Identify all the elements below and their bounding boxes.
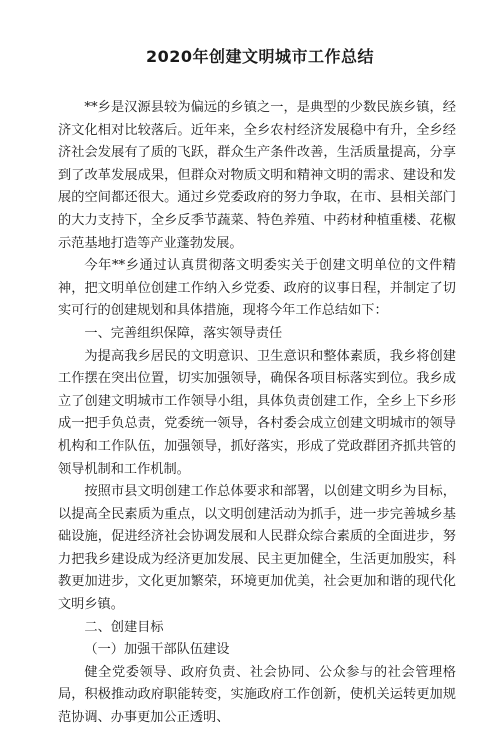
paragraph-intro: **乡是汉源县较为偏远的乡镇之一，是典型的少数民族乡镇，经济文化相对比较落后。近年来，全乡农村经济发展稳中有升，全乡经济社会发展有了质的飞跃，群众生产条件改善，生活质量提高，分享到了改革发展成果，但群众对物质文明和精神文明的需求、建设和发展的空间都还很大。通过乡党委政府的努力争取，在市、县相关部门的大力支持下，全乡反季节蔬菜、特色养殖、中药材种植重楼、花椒示范基地打造等产业蓬勃发展。: [58, 100, 456, 251]
section-heading-1: 一、完善组织保障，落实领导责任: [84, 325, 283, 341]
paragraph-deployment: 按照市县文明创建工作总体要求和部署，以创建文明乡为目标，以提高全民素质为重点，以文明创建活动为抓手，进一步完善城乡基础设施，促进经济社会协调发展和人民群众综合素质的全面进步，努力把我乡建设成为经济更加发展、民主更加健全，生活更加殷实，科教更加进步，文化更加繁荣，环境更加优美，社会更加和谐的现代化文明乡镇。: [58, 484, 456, 613]
paragraph-organization: 为提高我乡居民的文明意识、卫生意识和整体素质，我乡将创建工作摆在突出位置，切实加强领导，确保各项目标落实到位。我乡成立了创建文明城市工作领导小组，具体负责创建工作，全乡上下乡形成一把手负总责，党委统一领导，各村委会成立创建文明城市的领导机构和工作队伍，加强领导，抓好落实，形成了党政群团齐抓共管的领导机制和工作机制。: [58, 348, 456, 477]
section-heading-2: 二、创建目标: [84, 619, 164, 635]
document-title: 2020年创建文明城市工作总结: [145, 47, 375, 66]
paragraph-summary-lead: 今年**乡通过认真贯彻落文明委实关于创建文明单位的文件精神，把文明单位创建工作纳入乡党委、政府的议事日程，并制定了切实可行的创建规划和具体措施，现将今年工作总结如下：: [58, 258, 456, 319]
paragraph-cadre: 健全党委领导、政府负责、社会协同、公众参与的社会管理格局，积极推动政府职能转变，实施政府工作创新，使机关运转更加规范协调、办事更加公正透明、: [58, 664, 456, 726]
subsection-heading-1: （一）加强干部队伍建设: [84, 642, 230, 658]
